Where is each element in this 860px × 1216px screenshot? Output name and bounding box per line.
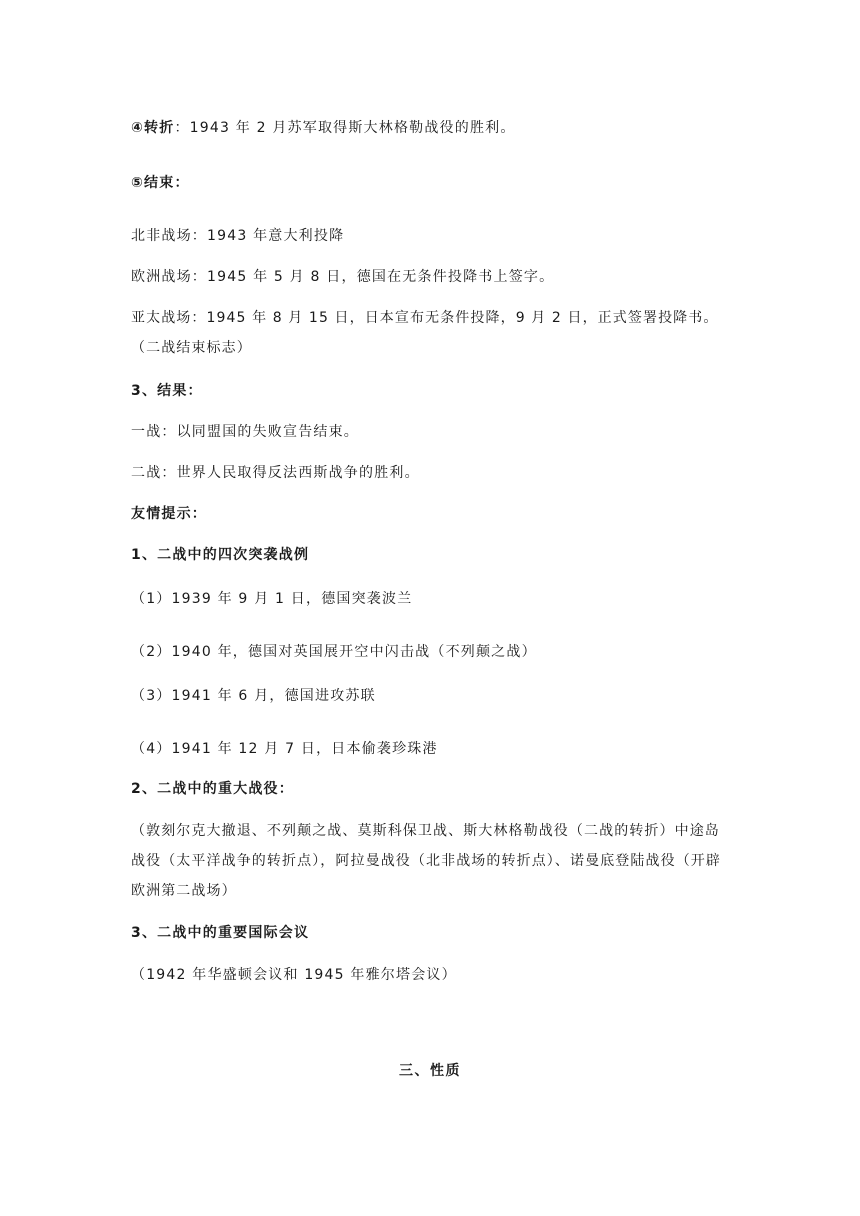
result-item-ww1: 一战：以同盟国的失败宣告结束。 [131,424,359,440]
raid-item-1: （1）1939 年 9 月 1 日，德国突袭波兰 [131,591,413,607]
end-item-north-africa: 北非战场：1943 年意大利投降 [131,228,345,244]
turning-point-label: ④转折 [131,120,175,136]
turning-point-text: ：1943 年 2 月苏军取得斯大林格勒战役的胜利。 [174,120,516,136]
conferences-text: （1942 年华盛顿会议和 1945 年雅尔塔会议） [131,967,457,983]
raid-item-4: （4）1941 年 12 月 7 日，日本偷袭珍珠港 [131,741,438,757]
turning-point-line [131,118,516,138]
result-heading: 3、结果： [131,383,203,399]
end-section-label: ⑤结束： [131,175,190,191]
end-item-asia-pacific: 亚太战场：1945 年 8 月 15 日，日本宣布无条件投降，9 月 2 日，正式签署投降书。（二战结束标志） [131,310,719,356]
tips-heading: 友情提示： [131,506,207,522]
section-three-title: 三、性质 [399,1063,461,1079]
tips-sub2-heading: 2、二战中的重大战役： [131,781,294,797]
tips-sub3-heading: 3、二战中的重要国际会议 [131,925,310,941]
end-item-europe: 欧洲战场：1945 年 5 月 8 日，德国在无条件投降书上签字。 [131,269,555,285]
major-battles-text: （敦刻尔克大撤退、不列颠之战、莫斯科保卫战、斯大林格勒战役（二战的转折）中途岛战役（太平洋战争的转折点），阿拉曼战役（北非战场的转折点）、诺曼底登陆战役（开辟欧洲第二战场） [131,823,721,899]
result-item-ww2: 二战：世界人民取得反法西斯战争的胜利。 [131,465,420,481]
raid-item-2: （2）1940 年，德国对英国展开空中闪击战（不列颠之战） [131,644,537,660]
raid-item-3: （3）1941 年 6 月，德国进攻苏联 [131,688,376,704]
tips-sub1-heading: 1、二战中的四次突袭战例 [131,547,310,563]
